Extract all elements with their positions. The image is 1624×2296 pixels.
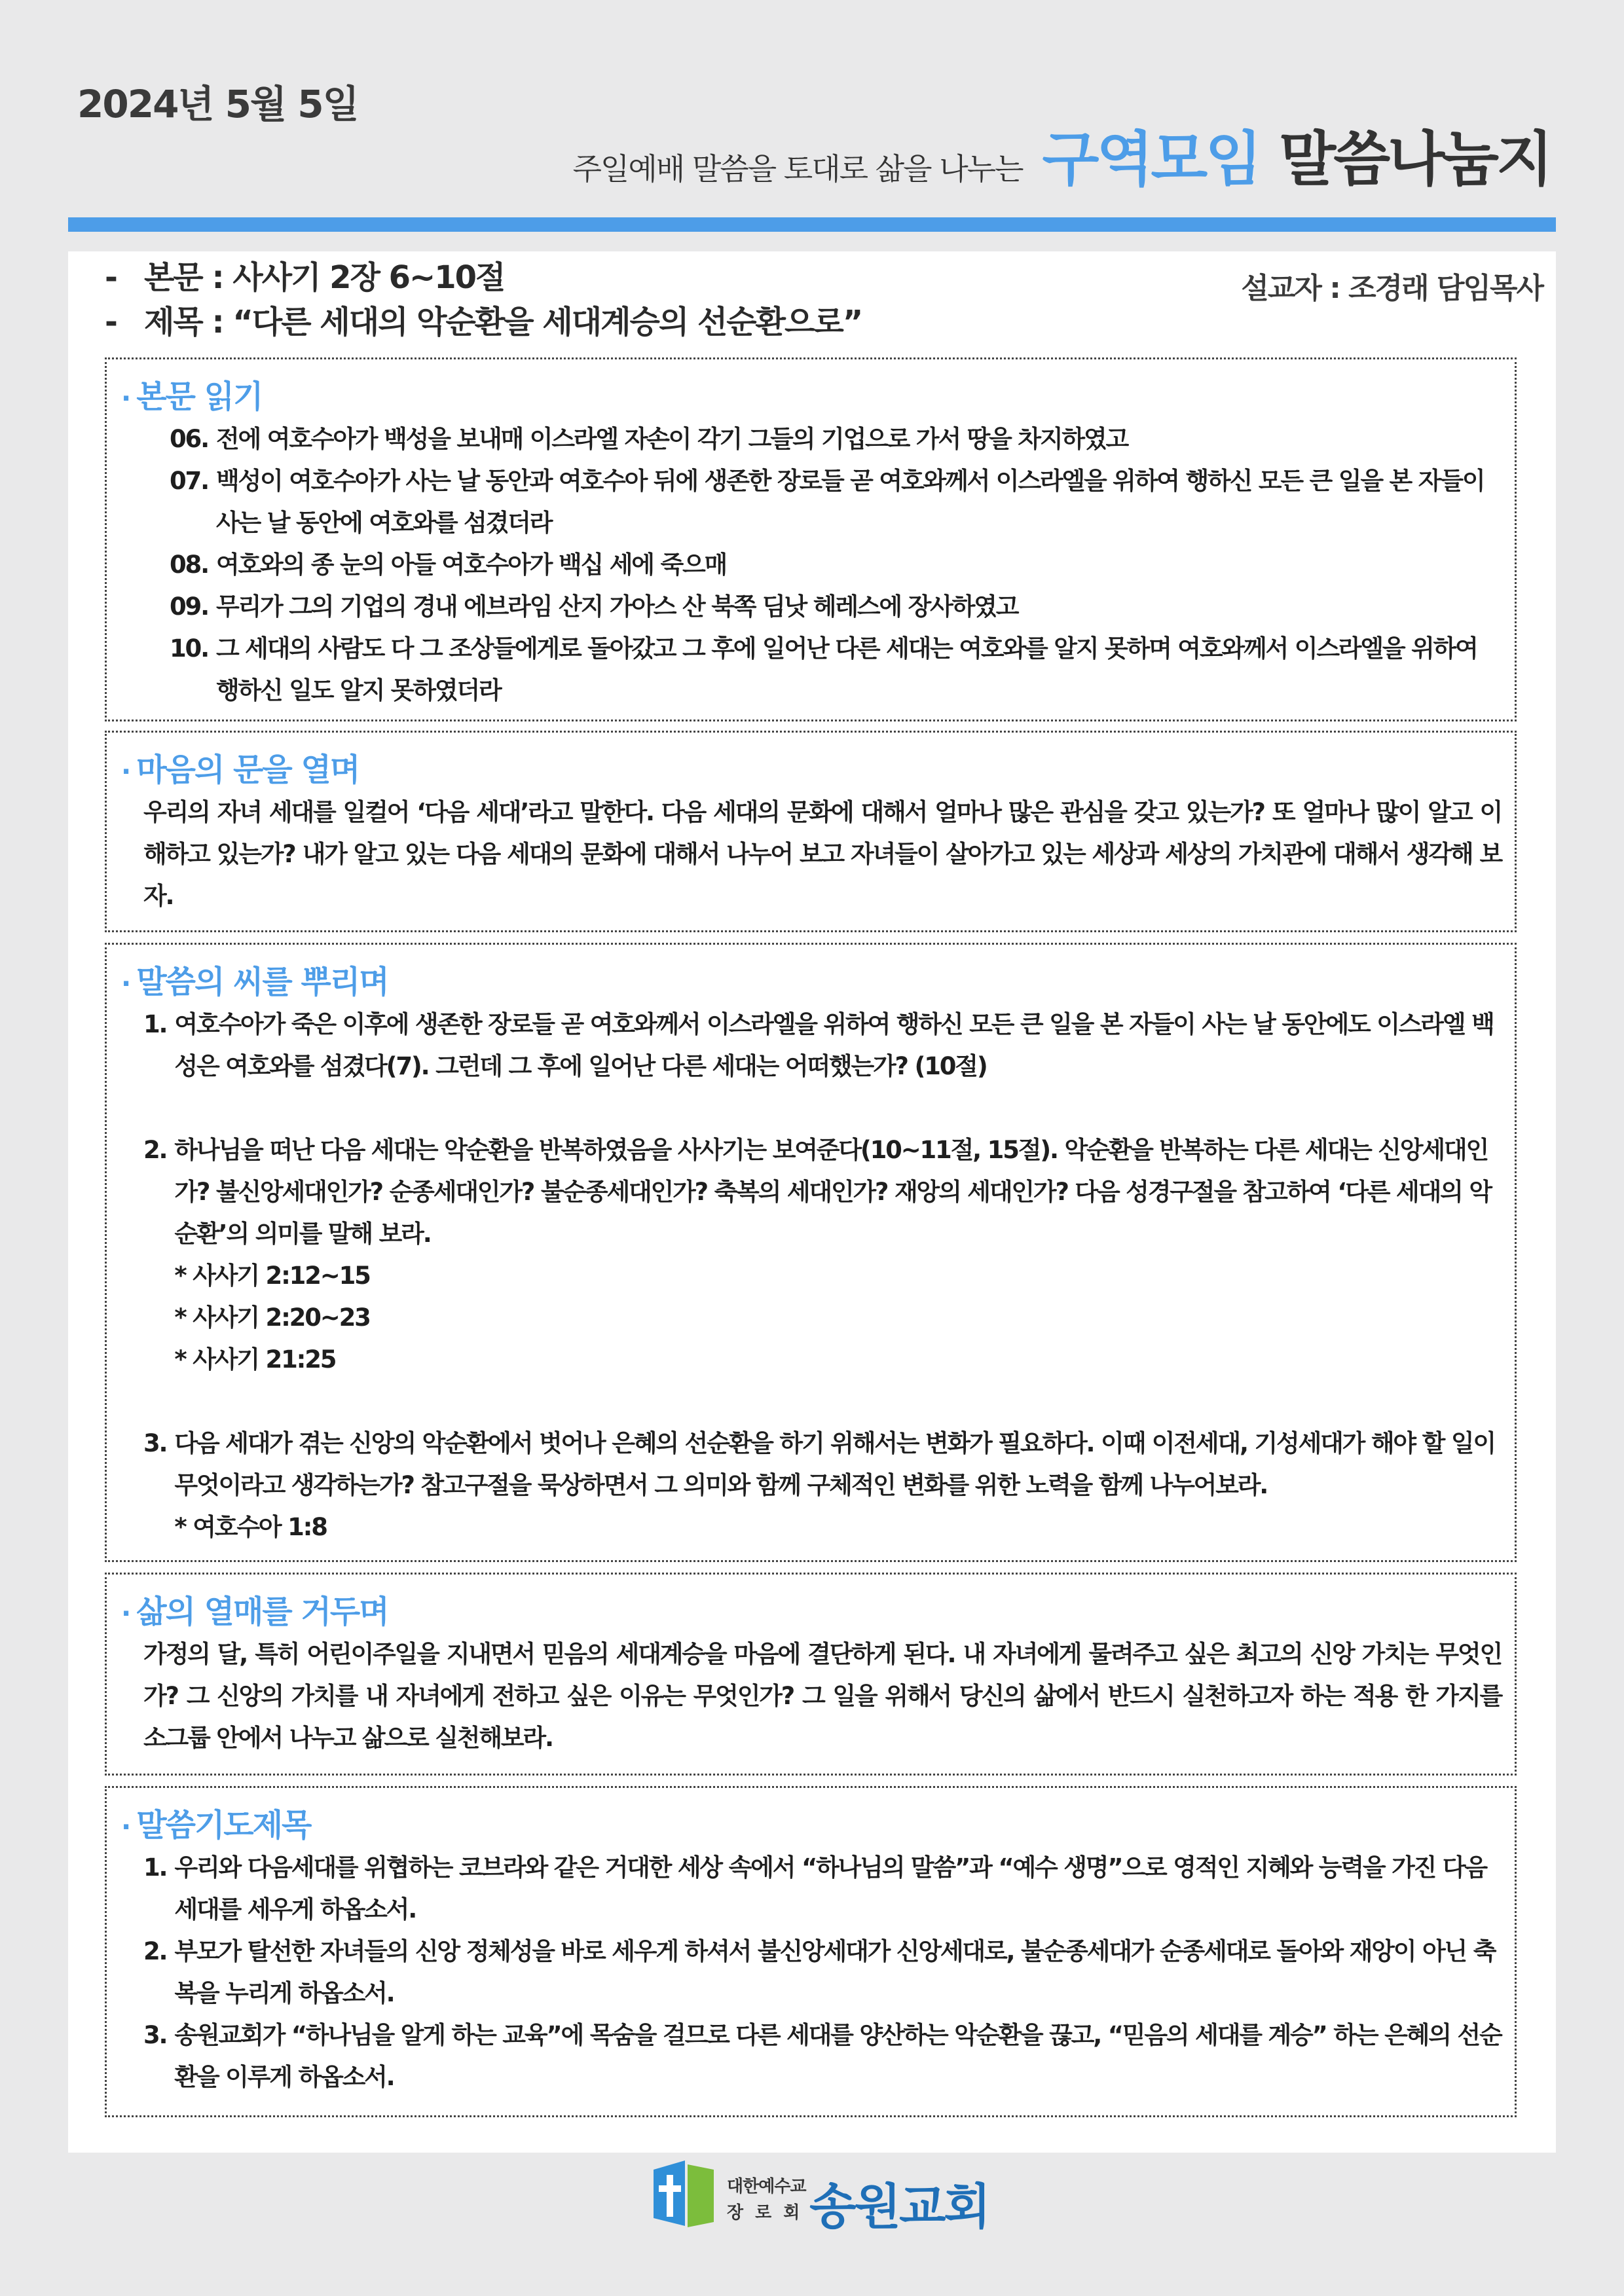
section-title-text: 마음의 문을 열며 <box>136 752 360 788</box>
cross-book-icon <box>651 2158 716 2230</box>
verse <box>170 544 1502 586</box>
section-title <box>121 1800 310 1845</box>
section-harvest <box>105 1573 1517 1776</box>
bullet-dot: · <box>121 969 130 999</box>
spacer <box>143 1381 1502 1423</box>
sermon-title: 제목 : “다른 세대의 악순환을 세대계승의 선순환으로” <box>144 304 862 340</box>
section-reading <box>105 357 1517 721</box>
scripture-line <box>105 255 862 300</box>
church-name: 송원교회 <box>809 2179 989 2235</box>
headline <box>573 111 1551 196</box>
verse-number: 08. <box>170 551 208 579</box>
section-title-text: 본문 읽기 <box>136 378 263 415</box>
prayer-text: 부모가 탈선한 자녀들의 신앙 정체성을 바로 세우게 하셔서 불신앙세대가 신앙세대로, 불순종세대가 순종세대로 돌아와 재앙이 아닌 축복을 누리게 하옵소서. <box>174 1937 1496 2007</box>
prayer-item <box>143 1931 1502 2014</box>
denomination-line2: 장로회 <box>727 2203 812 2223</box>
question-list <box>143 1004 1502 1548</box>
question-number: 2. <box>143 1136 167 1164</box>
question-text <box>174 1129 1502 1381</box>
verse-text: 전에 여호수아가 백성을 보내매 이스라엘 자손이 각기 그들의 기업으로 가서 땅을 차지하였고 <box>215 425 1128 453</box>
verse-text: 그 세대의 사람도 다 그 조상들에게로 돌아갔고 그 후에 일어난 다른 세대는 여호와를 알지 못하며 여호와께서 이스라엘을 위하여 행하신 일도 알지 못하였더라 <box>215 634 1477 704</box>
scripture-reference: * 사사기 2:12~15 <box>174 1262 370 1290</box>
question <box>143 1004 1502 1087</box>
section-title <box>121 371 262 416</box>
prayer-list <box>143 1847 1502 2098</box>
section-title <box>121 957 388 1002</box>
church-logo <box>651 2158 991 2236</box>
verse-number: 06. <box>170 425 208 453</box>
section-open-heart <box>105 731 1517 932</box>
section-title <box>121 1586 388 1631</box>
verse-list <box>170 418 1502 712</box>
prayer-item <box>143 1847 1502 1931</box>
question <box>143 1423 1502 1548</box>
verse-number: 10. <box>170 634 208 663</box>
verse-text: 무리가 그의 기업의 경내 에브라임 산지 가아스 산 북쪽 딤낫 헤레스에 장사하였고 <box>215 592 1018 621</box>
verse-text: 백성이 여호수아가 사는 날 동안과 여호수아 뒤에 생존한 장로들 곧 여호와께서 이스라엘을 위하여 행하신 모든 큰 일을 본 자들이 사는 날 동안에 여호와를 섬겼더라 <box>215 467 1485 537</box>
headline-accent: 구역모임 <box>1042 125 1260 194</box>
verse-number: 07. <box>170 467 208 495</box>
preacher: 설교자 : 조경래 담임목사 <box>1241 272 1543 305</box>
bullet-dot: · <box>121 1812 130 1842</box>
prayer-number: 1. <box>143 1853 167 1882</box>
section-title-text: 말씀의 씨를 뿌리며 <box>136 964 388 1000</box>
scripture-label: 본문 : 사사기 2장 6~10절 <box>144 259 505 296</box>
verse <box>170 460 1502 544</box>
bullet-dot: · <box>121 384 130 414</box>
header-divider-bar <box>68 217 1556 232</box>
verse <box>170 628 1502 712</box>
prayer-text: 우리와 다음세대를 위협하는 코브라와 같은 거대한 세상 속에서 “하나님의 말씀”과 “예수 생명”으로 영적인 지혜와 능력을 가진 다음세대를 세우게 하옵소서. <box>174 1853 1486 1923</box>
prayer-item <box>143 2014 1502 2098</box>
verse <box>170 418 1502 460</box>
section-body: 가정의 달, 특히 어린이주일을 지내면서 믿음의 세대계승을 마음에 결단하게 된다. 내 자녀에게 물려주고 싶은 최고의 신앙 가치는 무엇인가? 그 신앙의 가치를 내 자녀에게 전하고 싶은 이유는 무엇인가? 그 일을 위해서 당신의 삶에서 반드시 실천하고자 하는 적용 한 가지를 소그룹 안에서 나누고 삶으로 실천해보라. <box>143 1640 1502 1752</box>
denomination <box>727 2174 811 2226</box>
prayer-number: 3. <box>143 2021 167 2049</box>
prayer-text: 송원교회가 “하나님을 알게 하는 교육”에 목숨을 걸므로 다른 세대를 양산하는 악순환을 끊고, “믿음의 세대를 계승” 하는 은혜의 선순환을 이루게 하옵소서. <box>174 2021 1502 2091</box>
question-text: 여호수아가 죽은 이후에 생존한 장로들 곧 여호와께서 이스라엘을 위하여 행하신 모든 큰 일을 본 자들이 사는 날 동안에도 이스라엘 백성은 여호와를 섬겼다(7). 그런데 그 후에 일어난 다른 세대는 어떠했는가? (10절) <box>174 1010 1494 1080</box>
section-title-text: 말씀기도제목 <box>136 1807 311 1844</box>
denomination-line1: 대한예수교 <box>727 2177 806 2196</box>
verse <box>170 586 1502 628</box>
section-title <box>121 744 359 790</box>
spacer <box>143 1087 1502 1129</box>
scripture-reference: * 사사기 2:20~23 <box>174 1303 370 1332</box>
prayer-number: 2. <box>143 1937 167 1965</box>
headline-subtitle: 주일예배 말씀을 토대로 삶을 나누는 <box>572 151 1023 187</box>
bullet-dot: · <box>121 757 130 787</box>
question-body: 다음 세대가 겪는 신앙의 악순환에서 벗어나 은혜의 선순환을 하기 위해서는 변화가 필요하다. 이때 이전세대, 기성세대가 해야 할 일이 무엇이라고 생각하는가? 참고구절을 묵상하면서 그 의미와 함께 구체적인 변화를 위한 노력을 함께 나누어보라. <box>174 1429 1495 1499</box>
question-body: 하나님을 떠난 다음 세대는 악순환을 반복하였음을 사사기는 보여준다(10~11절, 15절). 악순환을 반복하는 다른 세대는 신앙세대인가? 불신앙세대인가? 순종세대인가? 불순종세대인가? 축복의 세대인가? 재앙의 세대인가? 다음 성경구절을 참고하여 ‘다른 세대의 악순환’의 의미를 말해 보라. <box>174 1136 1491 1248</box>
dash-bullet: - <box>105 304 117 340</box>
sermon-meta <box>105 255 862 344</box>
date: 2024년 5월 5일 <box>77 82 358 126</box>
bullet-dot: · <box>121 1599 130 1629</box>
scripture-reference: * 여호수아 1:8 <box>174 1513 327 1541</box>
scripture-reference: * 사사기 21:25 <box>174 1345 336 1374</box>
question-number: 3. <box>143 1429 167 1457</box>
headline-main: 말씀나눔지 <box>1279 125 1551 194</box>
section-prayer <box>105 1786 1517 2117</box>
dash-bullet: - <box>105 259 117 296</box>
sermon-title-line <box>105 300 862 344</box>
section-body: 우리의 자녀 세대를 일컬어 ‘다음 세대’라고 말한다. 다음 세대의 문화에 대해서 얼마나 많은 관심을 갖고 있는가? 또 얼마나 많이 알고 이해하고 있는가? 내가 알고 있는 다음 세대의 문화에 대해서 나누어 보고 자녀들이 살아가고 있는 세상과 세상의 가치관에 대해서 생각해 보자. <box>143 798 1502 910</box>
verse-number: 09. <box>170 592 208 621</box>
question-number: 1. <box>143 1010 167 1038</box>
question-text <box>174 1423 1502 1548</box>
section-title-text: 삶의 열매를 거두며 <box>136 1594 388 1630</box>
verse-text: 여호와의 종 눈의 아들 여호수아가 백십 세에 죽으매 <box>215 551 727 579</box>
section-sow-word <box>105 943 1517 1562</box>
question <box>143 1129 1502 1381</box>
